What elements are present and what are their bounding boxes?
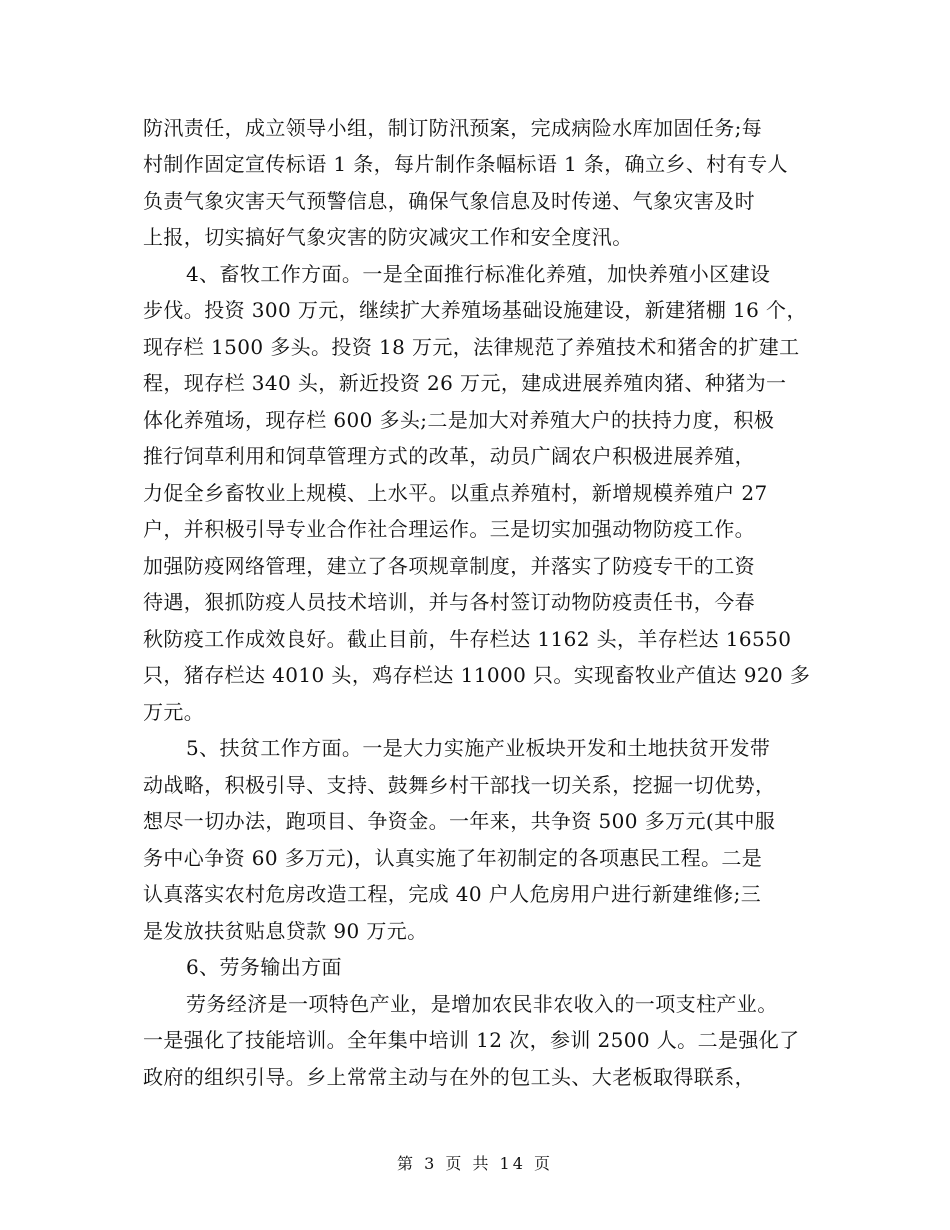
text-line: 政府的组织引导。乡上常常主动与在外的包工头、大老板取得联系， [143,1065,755,1089]
text-line: 推行饲草利用和饲草管理方式的改革，动员广阔农户积极进展养殖， [143,444,755,468]
text-line: 动战略，积极引导、支持、鼓舞乡村干部找一切关系，挖掘一切优势， [143,773,776,797]
text-line: 上报，切实搞好气象灾害的防灾减灾工作和安全度汛。 [143,225,633,249]
text-line: 防汛责任，成立领导小组，制订防汛预案，完成病险水库加固任务;每 [143,116,763,140]
paragraph-heading-line: 4、畜牧工作方面。一是全面推行标准化养殖，加快养殖小区建设 [186,262,771,286]
text-line: 步伐。投资 300 万元，继续扩大养殖场基础设施建设，新建猪棚 16 个， [143,298,807,322]
text-line: 加强防疫网络管理，建立了各项规章制度，并落实了防疫专干的工资 [143,554,755,578]
text-line: 只，猪存栏达 4010 头，鸡存栏达 11000 只。实现畜牧业产值达 920 多 [143,663,811,687]
section-heading-line: 6、劳务输出方面 [186,955,342,979]
text-line: 是发放扶贫贴息贷款 90 万元。 [143,919,428,943]
text-line: 村制作固定宣传标语 1 条，每片制作条幅标语 1 条，确立乡、村有专人 [143,152,788,176]
paragraph-heading-line: 5、扶贫工作方面。一是大力实施产业板块开发和土地扶贫开发带 [186,736,771,760]
text-line: 万元。 [143,700,205,724]
text-line: 现存栏 1500 多头。投资 18 万元，法律规范了养殖技术和猪舍的扩建工 [143,335,800,359]
text-line: 程，现存栏 340 头，新近投资 26 万元，建成进展养殖肉猪、种猪为一 [143,371,787,395]
text-line: 待遇，狠抓防疫人员技术培训，并与各村签订动物防疫责任书，今春 [143,590,755,614]
text-line: 负责气象灾害天气预警信息，确保气象信息及时传递、气象灾害及时 [143,189,755,213]
text-line: 务中心争资 60 多万元)，认真实施了年初制定的各项惠民工程。二是 [143,846,763,870]
text-line: 劳务经济是一项特色产业，是增加农民非农收入的一项支柱产业。 [186,992,778,1016]
text-line: 想尽一切办法，跑项目、争资金。一年来，共争资 500 多万元(其中服 [143,809,776,833]
text-line: 力促全乡畜牧业上规模、上水平。以重点养殖村，新增规模养殖户 27 [143,481,768,505]
text-line: 认真落实农村危房改造工程，完成 40 户人危房用户进行新建维修;三 [143,882,762,906]
text-line: 秋防疫工作成效良好。截止目前，牛存栏达 1162 头，羊存栏达 16550 [143,627,792,651]
text-line: 户，并积极引导专业合作社合理运作。三是切实加强动物防疫工作。 [143,517,755,541]
text-line: 体化养殖场，现存栏 600 多头;二是加大对养殖大户的扶持力度，积极 [143,408,775,432]
text-line: 一是强化了技能培训。全年集中培训 12 次，参训 2500 人。二是强化了 [143,1028,800,1052]
page-footer: 第 3 页 共 14 页 [397,1154,553,1173]
